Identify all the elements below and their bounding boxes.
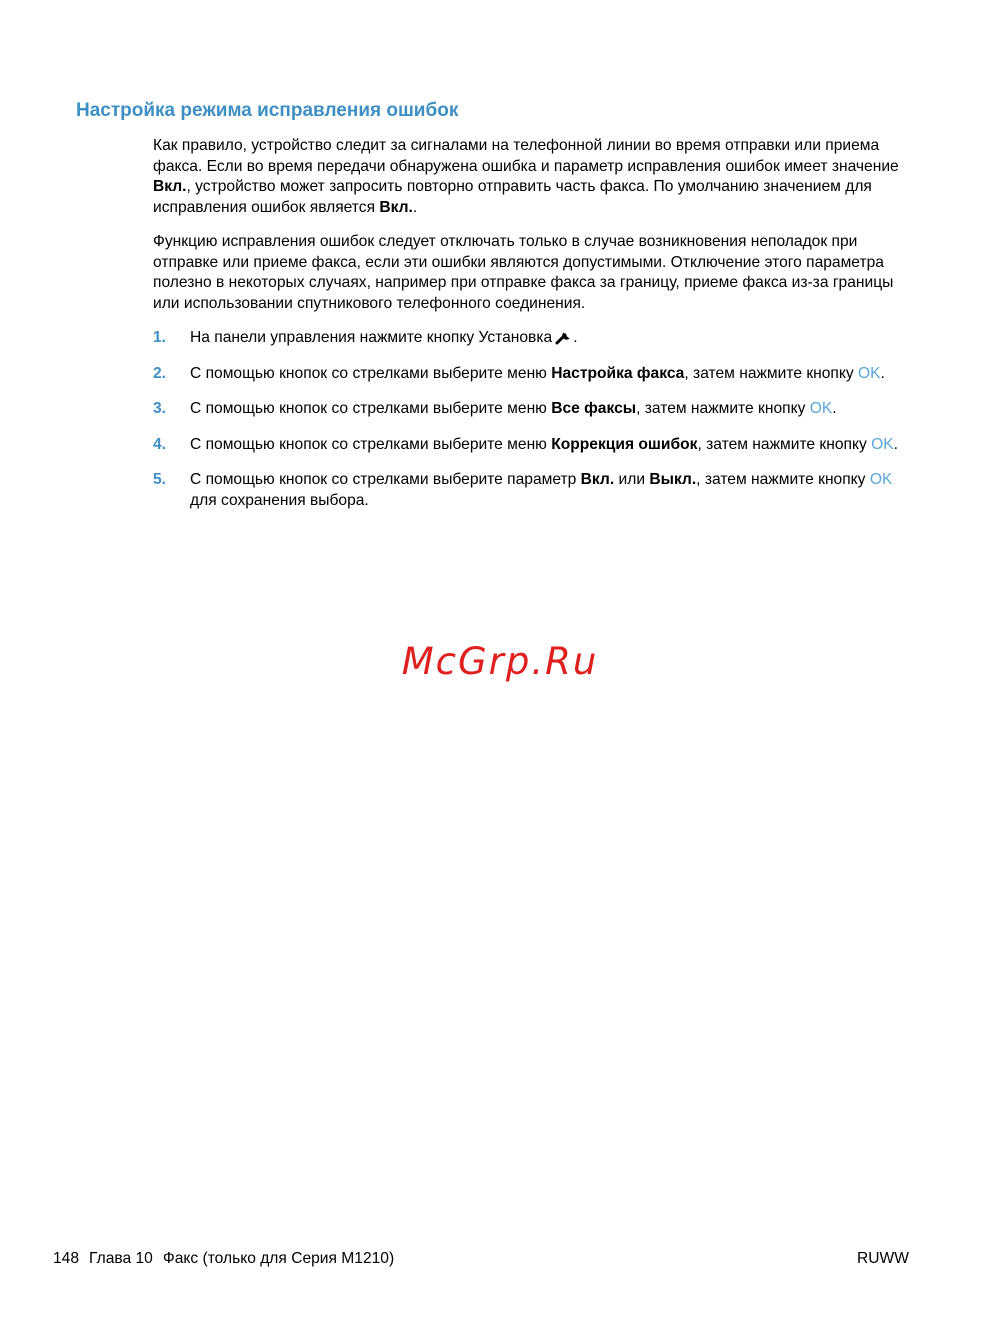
step-number: 4. [153,435,167,453]
ok-button-reference: OK [809,400,833,417]
step-5: 5. С помощью кнопок со стрелками выберите параметр Вкл. или Выкл., затем нажмите кнопку OK для сохранения выбора. [153,471,893,509]
section-body [153,136,913,526]
step-1: 1. На панели управления нажмите кнопку Установка . [153,328,913,349]
paragraph-intro: Как правило, устройство следит за сигналами на телефонной линии во время отправки или приема факса. Если во время передачи обнаружена ошибка и параметр исправления ошибок имеет значение Вкл., устройство может запросить повторно отправить часть факса. По умолчанию значением для исправления ошибок является Вкл.. [153,137,899,216]
ok-button-reference: OK [858,364,881,382]
chapter-label: Глава 10 [89,1250,153,1267]
section-heading: Настройка режима исправления ошибок [76,100,459,121]
step-4: 4. С помощью кнопок со стрелками выберите меню Коррекция ошибок, затем нажмите кнопку OK. [153,435,913,456]
footer-locale: RUWW [857,1250,909,1267]
page-number: 148 [53,1250,80,1267]
ok-button-reference: OK [871,435,894,453]
wrench-icon [555,329,573,345]
step-number: 5. [153,471,167,488]
watermark: McGrp.Ru [401,640,599,683]
steps-list [153,328,913,511]
step-number: 3. [153,400,167,417]
chapter-title: Факс (только для Серия M1210) [162,1250,395,1267]
step-number: 1. [153,329,167,346]
step-2: 2. С помощью кнопок со стрелками выберите меню Настройка факса, затем нажмите кнопку OK. [153,364,913,385]
step-3: 3. С помощью кнопок со стрелками выберите меню Все факсы, затем нажмите кнопку OK. [153,399,913,420]
paragraph-disable-note: Функцию исправления ошибок следует отключать только в случае возникновения неполадок при отправке или приеме факса, если эти ошибки являются допустимыми. Отключение этого параметра полезно в некоторых случаях, например при отправке факса за границу, приеме факса из-за границы или использовании спутникового телефонного соединения. [153,233,894,312]
ok-button-reference: OK [869,471,893,488]
step-number: 2. [153,364,167,382]
footer-left [53,1250,404,1268]
